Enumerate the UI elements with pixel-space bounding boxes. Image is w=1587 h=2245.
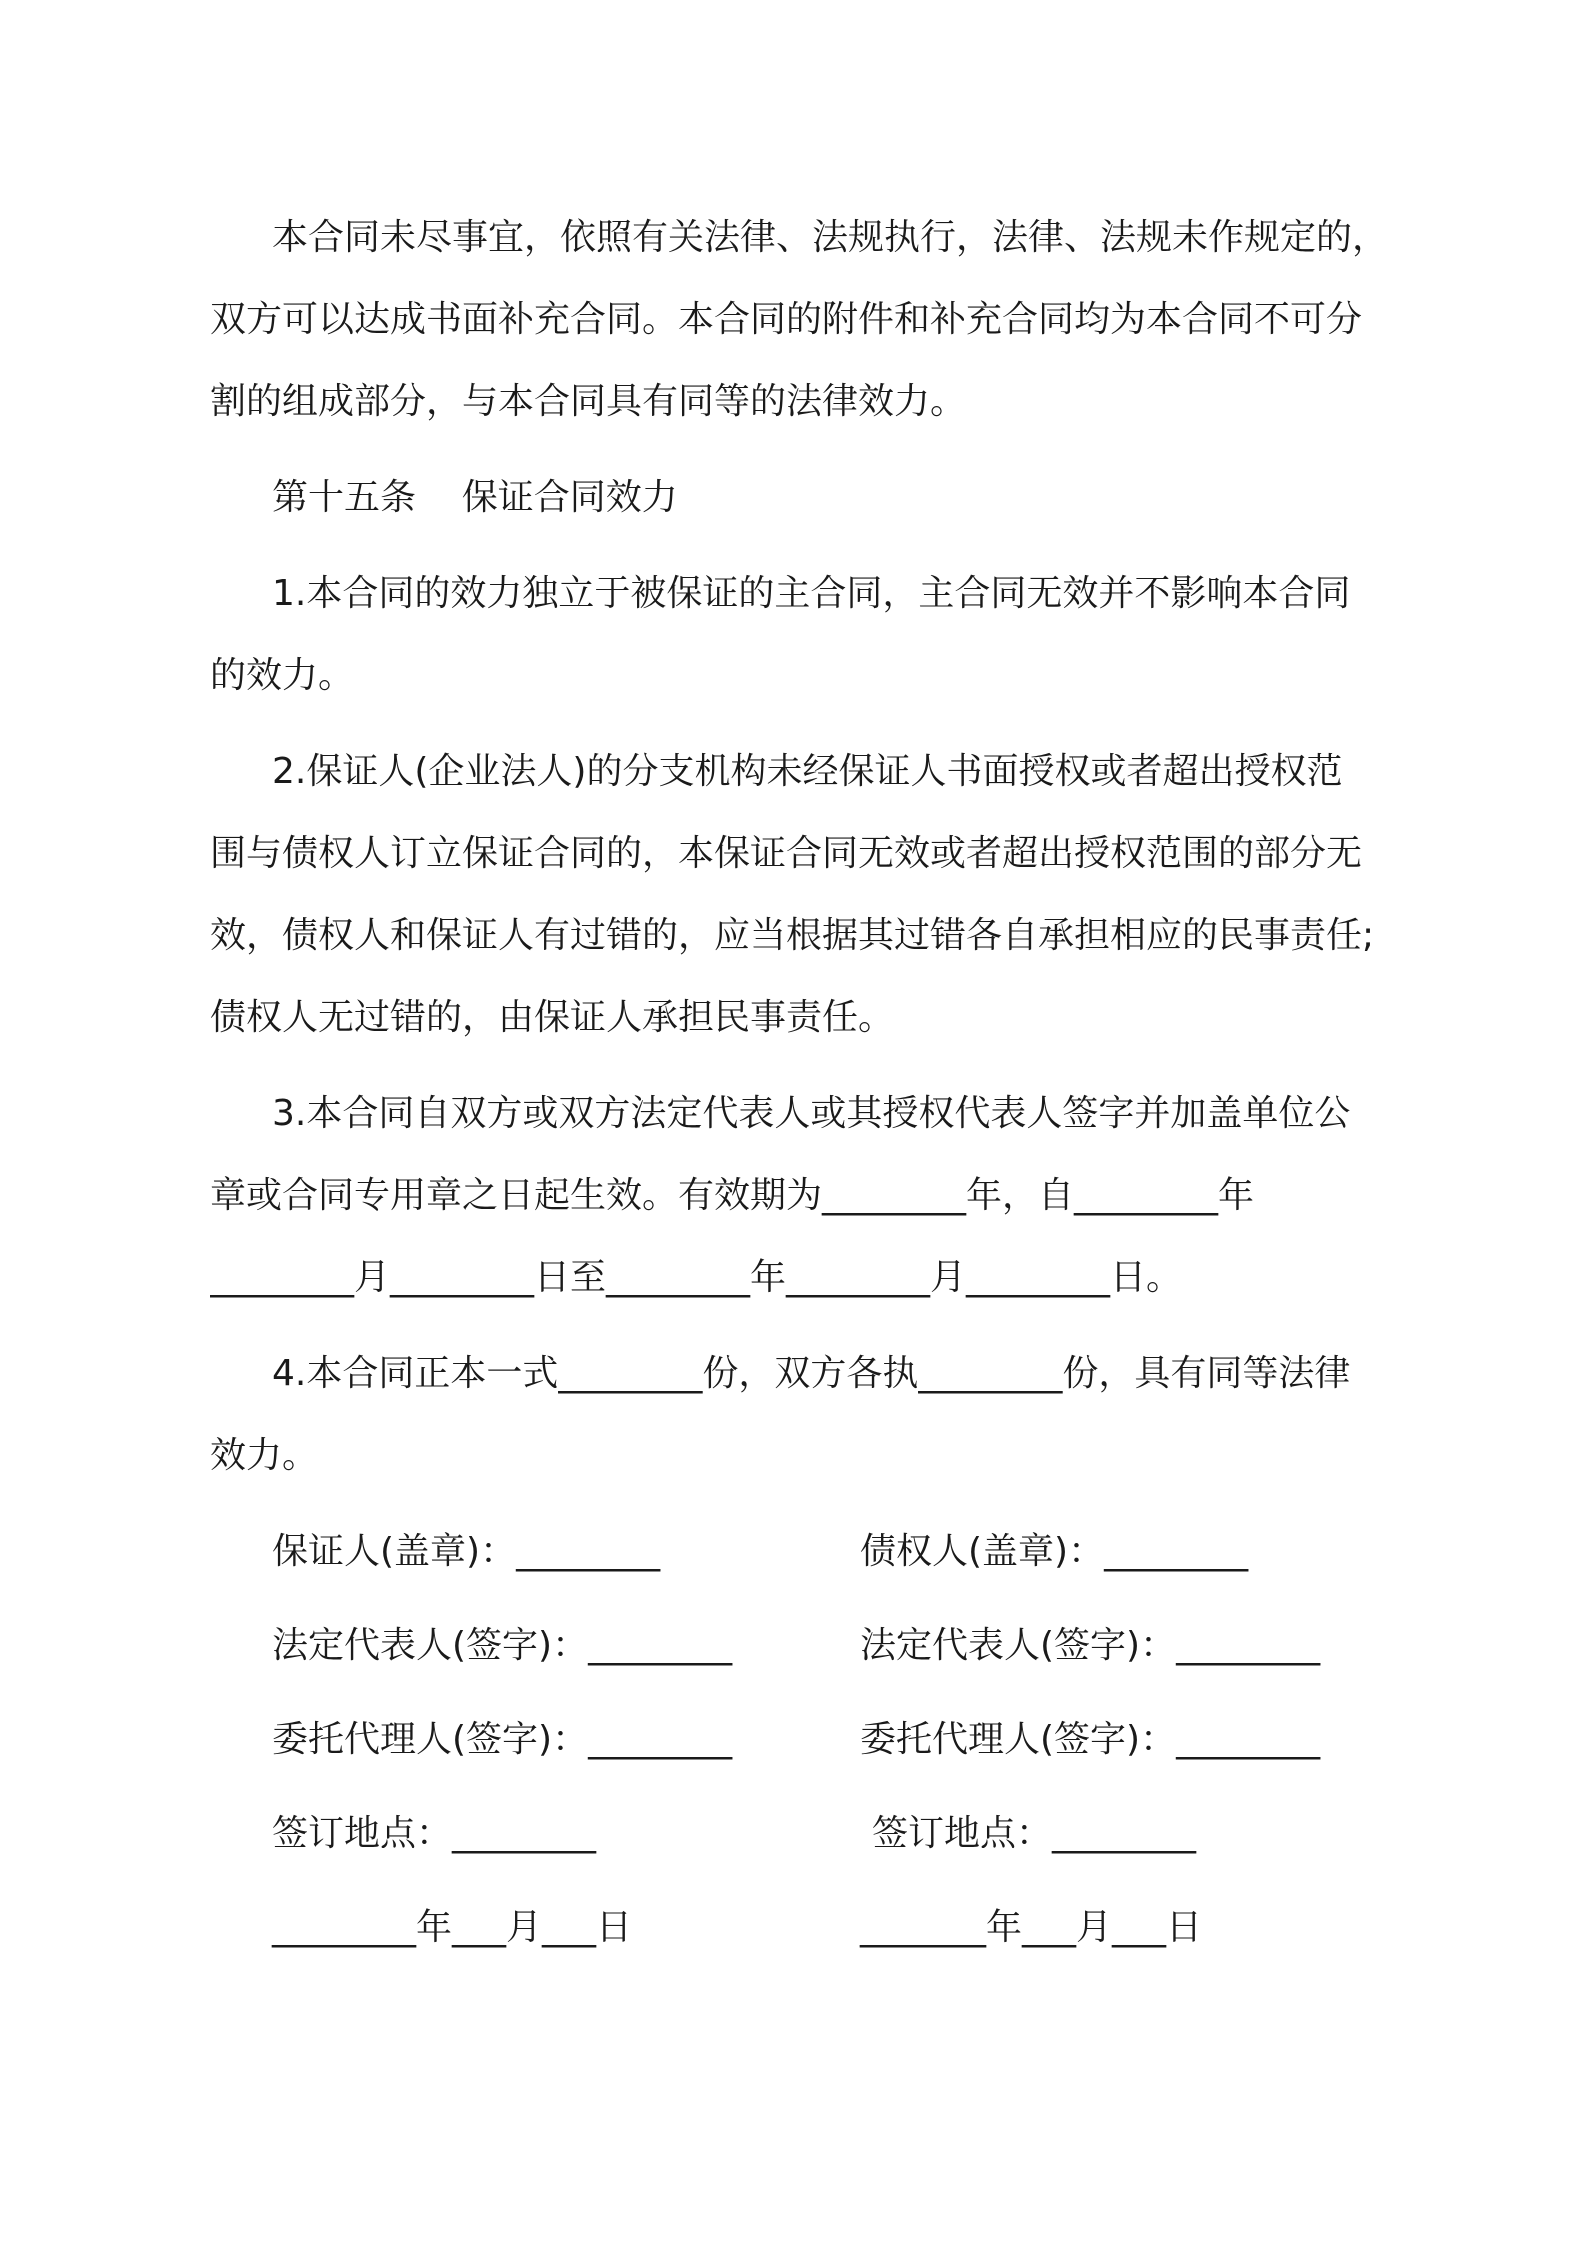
paragraph-line: 2.保证人(企业法人)的分支机构未经保证人书面授权或者超出授权范 [272, 751, 1343, 792]
guarantor-legal-rep-field: 法定代表人(签字)：________ [272, 1625, 733, 1666]
creditor-date-field: _______年___月___日 [860, 1907, 1202, 1948]
paragraph-line: 本合同未尽事宜，依照有关法律、法规执行，法律、法规未作规定的， [272, 217, 1389, 258]
article-heading: 第十五条 保证合同效力 [272, 477, 678, 518]
guarantor-seal-field: 保证人(盖章)：________ [272, 1531, 661, 1572]
paragraph-line: 效力。 [210, 1435, 319, 1476]
creditor-place-field: 签订地点：________ [872, 1813, 1197, 1854]
paragraph-line: 的效力。 [210, 655, 355, 696]
paragraph-line: 4.本合同正本一式________份，双方各执________份，具有同等法律 [272, 1353, 1351, 1394]
paragraph-line: 债权人无过错的，由保证人承担民事责任。 [210, 997, 895, 1038]
paragraph-line: ________月________日至________年________月________日。 [210, 1257, 1182, 1298]
paragraph-line: 双方可以达成书面补充合同。本合同的附件和补充合同均为本合同不可分 [210, 299, 1363, 340]
paragraph-line: 1.本合同的效力独立于被保证的主合同，主合同无效并不影响本合同 [272, 573, 1351, 614]
guarantor-date-field: ________年___月___日 [272, 1907, 632, 1948]
paragraph-line: 3.本合同自双方或双方法定代表人或其授权代表人签字并加盖单位公 [272, 1093, 1351, 1134]
guarantor-agent-field: 委托代理人(签字)：________ [272, 1719, 733, 1760]
creditor-seal-field: 债权人(盖章)：________ [860, 1531, 1249, 1572]
creditor-legal-rep-field: 法定代表人(签字)：________ [860, 1625, 1321, 1666]
creditor-agent-field: 委托代理人(签字)：________ [860, 1719, 1321, 1760]
paragraph-line: 效，债权人和保证人有过错的，应当根据其过错各自承担相应的民事责任; [210, 915, 1375, 956]
guarantor-place-field: 签订地点：________ [272, 1813, 597, 1854]
paragraph-line: 章或合同专用章之日起生效。有效期为________年，自________年 [210, 1175, 1255, 1216]
paragraph-line: 围与债权人订立保证合同的，本保证合同无效或者超出授权范围的部分无 [210, 833, 1363, 874]
paragraph-line: 割的组成部分，与本合同具有同等的法律效力。 [210, 381, 967, 422]
